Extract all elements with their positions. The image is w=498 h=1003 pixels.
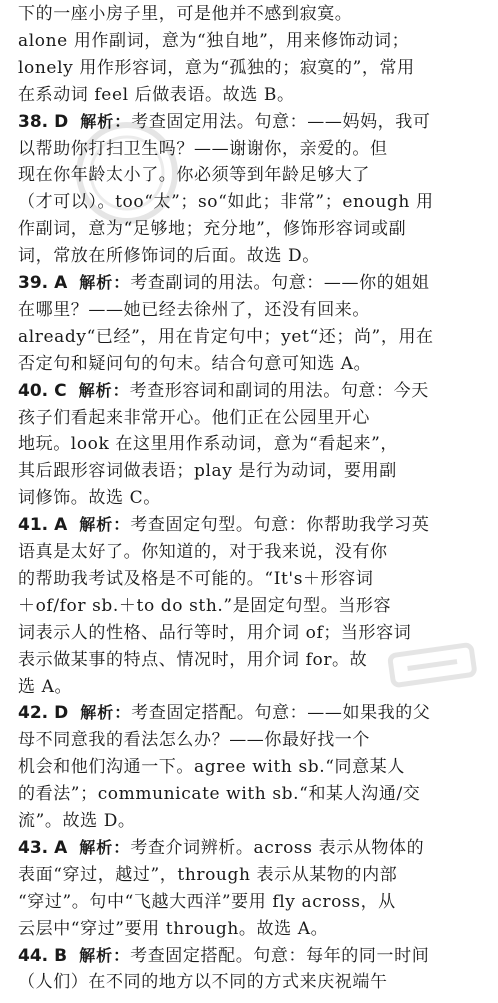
line-text: 考查固定用法。句意：——妈妈，我可: [131, 111, 431, 132]
answer-letter: D: [54, 703, 69, 724]
line-text: 考查固定句型。句意：你帮助我学习英: [130, 515, 430, 536]
answer-letter: A: [54, 515, 68, 536]
line-text: 表面“穿过，越过”，through 表示从某物的内部: [18, 864, 398, 885]
line-text: 云层中“穿过”要用 through。故选 A。: [18, 918, 329, 939]
line-text: lonely 用作形容词，意为“孤独的；寂寞的”，常用: [18, 57, 415, 78]
analysis-label: 解析：: [79, 945, 131, 965]
line-text: alone 用作副词，意为“独自地”，用来修饰动词；: [18, 30, 410, 51]
question-number: 40.: [18, 380, 49, 401]
line-text: （才可以）。too“太”；so“如此；非常”；enough 用: [18, 192, 434, 213]
analysis-label: 解析：: [80, 111, 132, 131]
line-text: 母不同意我的看法怎么办？——你最好找一个: [18, 730, 370, 751]
analysis-label: 解析：: [79, 515, 131, 535]
line-text: 的看法”；communicate with sb.“和某人沟通/交: [18, 784, 421, 805]
analysis-label: 解析：: [78, 380, 130, 400]
answer-letter: B: [54, 945, 68, 966]
text-line: [18, 965, 490, 999]
line-text: 作副词，意为“足够地；充分地”，修饰形容词或副: [18, 219, 407, 240]
question-number: 42.: [18, 703, 49, 724]
line-text: 现在你年龄太小了。你必须等到年龄足够大了: [18, 165, 370, 186]
line-text: 考查固定搭配。句意：——如果我的父: [131, 703, 431, 724]
analysis-label: 解析：: [79, 837, 131, 857]
line-text: 的帮助我考试及格是不可能的。“It's＋形容词: [18, 568, 374, 589]
answer-letter: C: [54, 380, 67, 401]
line-text: 考查固定搭配。句意：每年的同一时间: [130, 945, 430, 966]
line-text: 选 A。: [18, 676, 73, 697]
line-text: 考查介词辨析。across 表示从物体的: [130, 837, 425, 858]
line-text: 以帮助你打扫卫生吗？——谢谢你，亲爱的。但: [18, 138, 388, 159]
question-number: 41.: [18, 515, 49, 536]
answer-letter: A: [54, 273, 68, 293]
line-text: 表示做某事的特点、情况时，用介词 for。故: [18, 649, 368, 670]
line-text: 在哪里？——她已经去徐州了，还没有回来。: [18, 299, 370, 320]
analysis-label: 解析：: [79, 273, 131, 292]
line-text: 考查形容词和副词的用法。句意：今天: [129, 380, 429, 401]
line-text: 下的一座小房子里，可是他并不感到寂寞。: [18, 4, 353, 24]
line-text: “穿过”。句中“飞越大西洋”要用 fly across，从: [18, 891, 396, 912]
line-text: 其后跟形容词做表语；play 是行为动词，要用副: [18, 461, 397, 482]
question-number: 44.: [18, 945, 49, 966]
line-text: （人们）在不同的地方以不同的方式来庆祝端午: [18, 972, 388, 993]
line-text: 词修饰。故选 C。: [18, 488, 161, 509]
line-text: already“已经”，用在肯定句中；yet“还；尚”，用在: [18, 326, 434, 347]
line-text: 词，常放在所修饰词的后面。故选 D。: [18, 246, 320, 267]
analysis-label: 解析：: [80, 703, 132, 723]
question-number: 43.: [18, 837, 49, 858]
line-text: 语真是太好了。你知道的，对于我来说，没有你: [18, 542, 388, 562]
line-text: 否定句和疑问句的句末。结合句意可知选 A。: [18, 353, 372, 374]
answer-letter: A: [54, 837, 68, 858]
line-text: 考查副词的用法。句意：——你的姐姐: [130, 273, 430, 293]
line-text: 流”。故选 D。: [18, 811, 136, 831]
answer-letter: D: [54, 111, 69, 132]
line-text: 机会和他们沟通一下。agree with sb.“同意某人: [18, 757, 405, 778]
line-text: 词表示人的性格、品行等时，用介词 of；当形容词: [18, 622, 412, 643]
line-text: 在系动词 feel 后做表语。故选 B。: [18, 84, 295, 105]
question-number: 39.: [18, 273, 49, 293]
line-text: ＋of/for sb.＋to do sth.”是固定句型。当形容: [18, 595, 392, 616]
line-text: 孩子们看起来非常开心。他们正在公园里开心: [18, 407, 370, 428]
question-number: 38.: [18, 111, 49, 132]
line-text: 地玩。look 在这里用作系动词，意为“看起来”，: [18, 434, 398, 455]
